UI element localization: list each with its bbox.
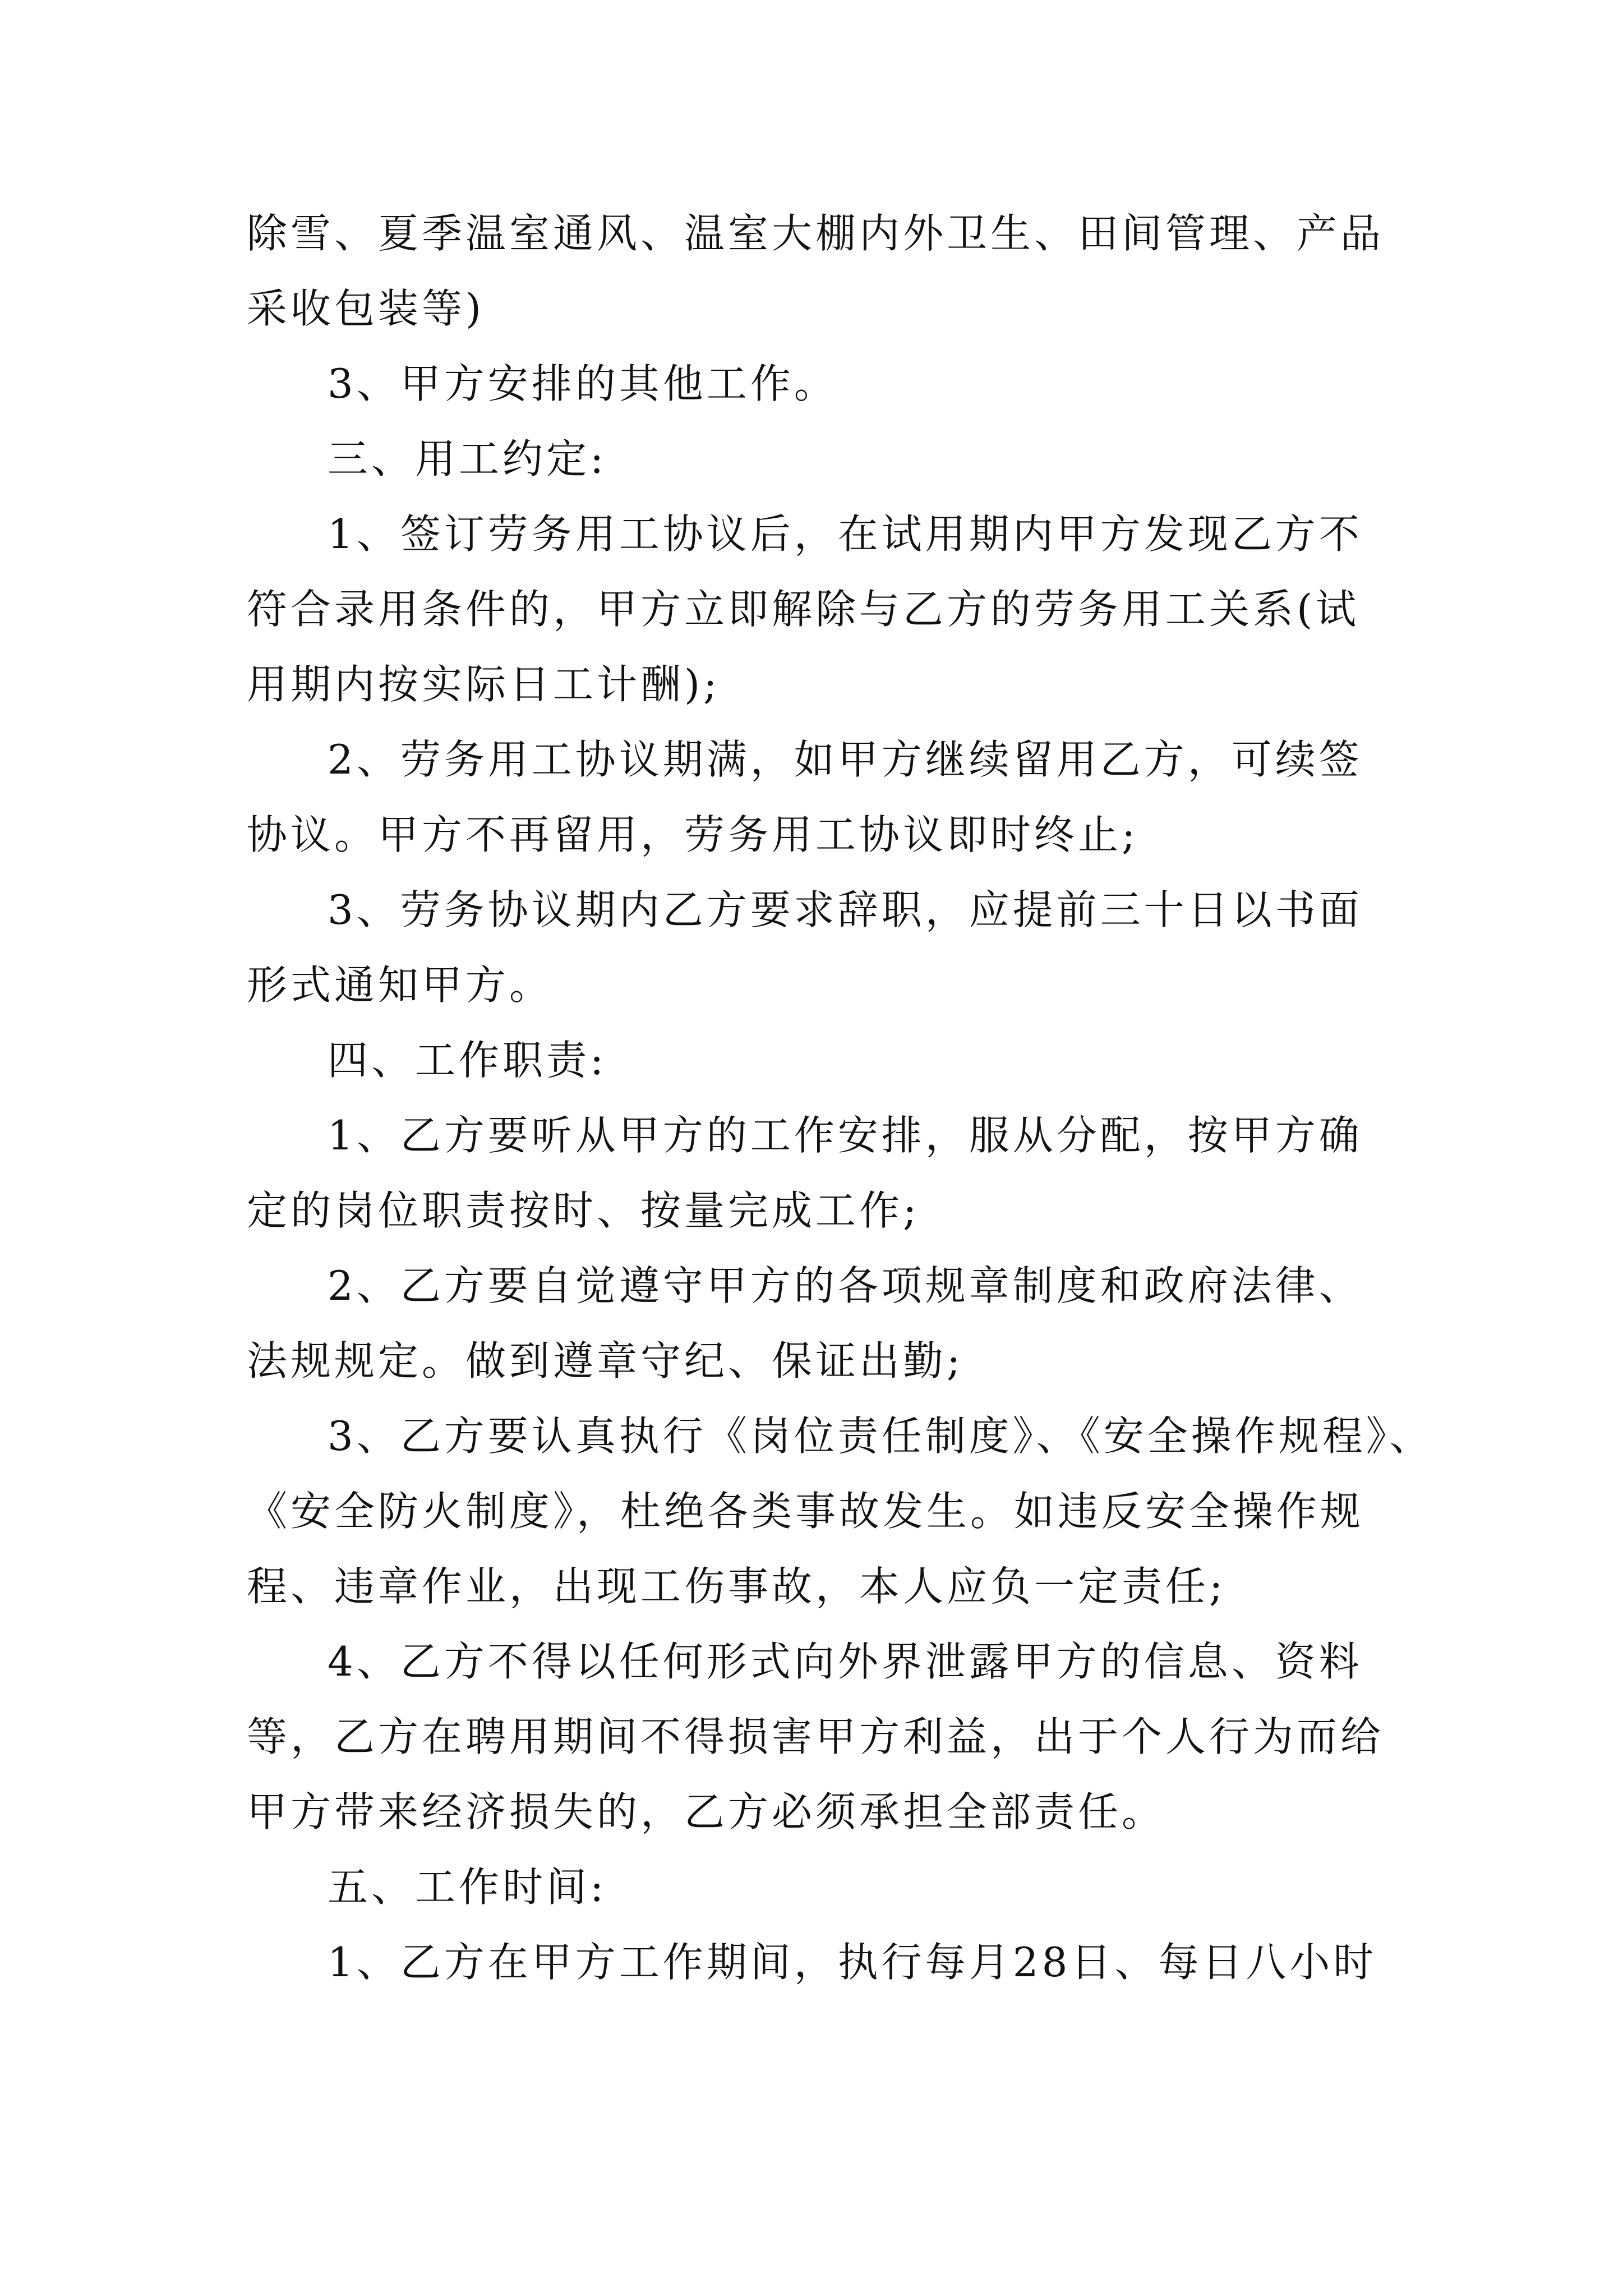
paragraph-line: 用期内按实际日工计酬); [247, 661, 721, 708]
document-body [247, 206, 1433, 2010]
paragraph-line: 3、劳务协议期内乙方要求辞职，应提前三十日以书面 [328, 886, 1363, 933]
document-paragraph [247, 1860, 1424, 1914]
paragraph-line: 法规规定。做到遵章守纪、保证出勤; [247, 1337, 964, 1384]
paragraph-line: 1、乙方要听从甲方的工作安排，服从分配，按甲方确 [328, 1112, 1363, 1159]
paragraph-line: 定的岗位职责按时、按量完成工作; [247, 1187, 920, 1234]
paragraph-line: 《安全防火制度》，杜绝各类事故发生。如违反安全操作规 [247, 1488, 1364, 1535]
document-paragraph [247, 1259, 1424, 1388]
paragraph-line: 程、违章作业，出现工伤事故，本人应负一定责任; [247, 1563, 1227, 1610]
paragraph-line: 3、乙方要认真执行《岗位责任制度》、《安全操作规程》、 [328, 1412, 1433, 1460]
paragraph-line: 三、用工约定: [328, 435, 607, 482]
paragraph-line: 符合录用条件的，甲方立即解除与乙方的劳务用工关系(试 [247, 586, 1360, 633]
document-paragraph [247, 733, 1424, 862]
document-paragraph [247, 357, 1424, 411]
paragraph-line: 形式通知甲方。 [247, 961, 554, 1009]
document-paragraph [247, 883, 1424, 1012]
document-paragraph [247, 206, 1424, 335]
paragraph-line: 除雪、夏季温室通风、温室大棚内外卫生、田间管理、产品 [247, 210, 1385, 257]
paragraph-line: 等，乙方在聘用期间不得损害甲方利益，出于个人行为而给 [247, 1713, 1385, 1760]
document-paragraph [247, 507, 1424, 711]
paragraph-line: 2、劳务用工协议期满，如甲方继续留用乙方，可续签 [328, 736, 1363, 783]
document-paragraph [247, 1108, 1424, 1237]
document-paragraph [247, 1635, 1424, 1839]
paragraph-line: 采收包装等) [247, 285, 485, 332]
paragraph-line: 4、乙方不得以任何形式向外界泄露甲方的信息、资料 [328, 1638, 1363, 1685]
paragraph-line: 2、乙方要自觉遵守甲方的各项规章制度和政府法律、 [328, 1262, 1363, 1309]
paragraph-line: 3、甲方安排的其他工作。 [328, 360, 838, 407]
paragraph-line: 四、工作职责: [328, 1037, 607, 1084]
paragraph-line: 1、签订劳务用工协议后，在试用期内甲方发现乙方不 [328, 510, 1363, 558]
paragraph-line: 甲方带来经济损失的，乙方必须承担全部责任。 [247, 1788, 1166, 1835]
document-paragraph [247, 1409, 1433, 1613]
document-paragraph [247, 1935, 1424, 1989]
document-paragraph [247, 432, 1424, 486]
paragraph-line: 五、工作时间: [328, 1864, 607, 1911]
paragraph-line: 协议。甲方不再留用，劳务用工协议即时终止; [247, 811, 1139, 858]
document-paragraph [247, 1033, 1424, 1087]
paragraph-line: 1、乙方在甲方工作期间，执行每月28日、每日八小时 [328, 1939, 1377, 1986]
